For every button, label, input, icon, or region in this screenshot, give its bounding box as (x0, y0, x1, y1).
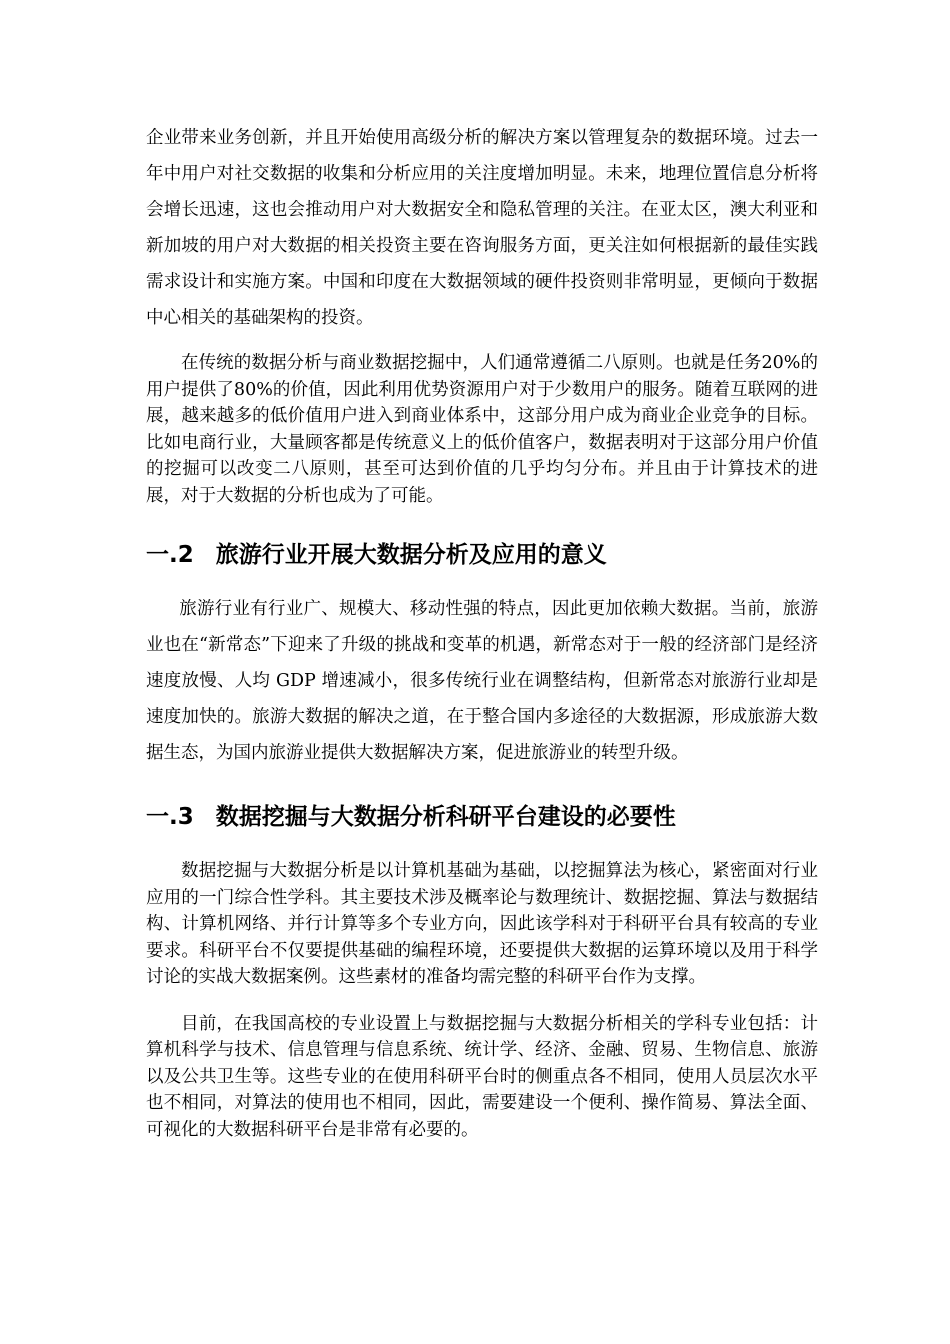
section-heading-1-2 (146, 539, 818, 571)
document-page (146, 120, 818, 1143)
section-title: 旅游行业开展大数据分析及应用的意义 (215, 542, 607, 568)
paragraph-pareto-principle: 在传统的数据分析与商业数据挖掘中，人们通常遵循二八原则。也就是任务20%的用户提供了80%的价值，因此利用优势资源用户对于少数用户的服务。随着互联网的进展，越来越多的低价值用户进入到商业体系中，这部分用户成为商业企业竞争的目标。比如电商行业，大量顾客都是传统意义上的低价值客户，数据表明对于这部分用户价值的挖掘可以改变二八原则，甚至可达到价值的几乎均匀分布。并且由于计算技术的进展，对于大数据的分析也成为了可能。 (146, 353, 818, 506)
paragraph-tourism-big-data: 旅游行业有行业广、规模大、移动性强的特点，因此更加依赖大数据。当前，旅游业也在“新常态”下迎来了升级的挑战和变革的机遇，新常态对于一般的经济部门是经济速度放慢、人均 GDP 增速减小，很多传统行业在调整结构，但新常态对旅游行业却是速度加快的。旅游大数据的解决之道，在于整合国内多途径的大数据源，形成旅游大数据生态，为国内旅游业提供大数据解决方案，促进旅游业的转型升级。 (146, 599, 818, 763)
spacer (146, 991, 818, 1011)
spacer (146, 336, 818, 350)
paragraph-university-majors: 目前，在我国高校的专业设置上与数据挖掘与大数据分析相关的学科专业包括：计算机科学与技术、信息管理与信息系统、统计学、经济、金融、贸易、生物信息、旅游以及公共卫生等。这些专业的在使用科研平台时的侧重点各不相同，使用人员层次水平也不相同，对算法的使用也不相同，因此，需要建设一个便利、操作简易、算法全面、可视化的大数据科研平台是非常有必要的。 (146, 1013, 818, 1140)
spacer (146, 771, 818, 801)
section-title: 数据挖掘与大数据分析科研平台建设的必要性 (215, 804, 676, 830)
spacer (146, 509, 818, 539)
section-number: 一.3 (146, 804, 194, 830)
paragraph-big-data-trends: 企业带来业务创新，并且开始使用高级分析的解决方案以管理复杂的数据环境。过去一年中用户对社交数据的收集和分析应用的关注度增加明显。未来，地理位置信息分析将会增长迅速，这也会推动用户对大数据安全和隐私管理的关注。在亚太区，澳大利亚和新加坡的用户对大数据的相关投资主要在咨询服务方面，更关注如何根据新的最佳实践需求设计和实施方案。中国和印度在大数据领域的硬件投资则非常明显，更倾向于数据中心相关的基础架构的投资。 (146, 128, 818, 328)
paragraph-platform-requirements: 数据挖掘与大数据分析是以计算机基础为基础，以挖掘算法为核心，紧密面对行业应用的一门综合性学科。其主要技术涉及概率论与数理统计、数据挖掘、算法与数据结构、计算机网络、并行计算等多个专业方向，因此该学科对于科研平台具有较高的专业要求。科研平台不仅要提供基础的编程环境，还要提供大数据的运算环境以及用于科学讨论的实战大数据案例。这些素材的准备均需完整的科研平台作为支撑。 (146, 861, 818, 987)
section-heading-1-3 (146, 801, 818, 833)
spacer (146, 571, 818, 591)
section-number: 一.2 (146, 542, 194, 568)
spacer (146, 833, 818, 858)
